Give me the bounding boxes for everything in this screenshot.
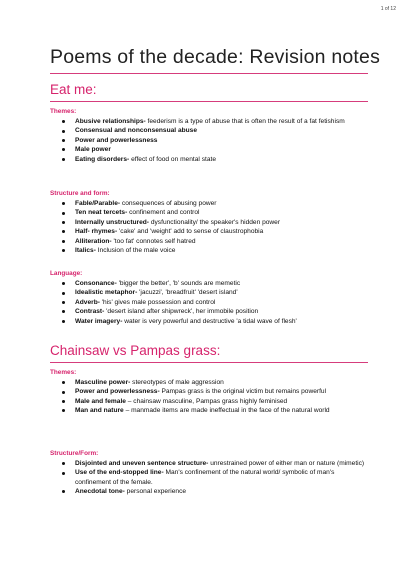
item-term: Abusive relationships- — [75, 118, 146, 125]
item-term: Water imagery- — [75, 317, 123, 325]
item-text: – chainsaw masculine, Pampas grass highly feminised — [125, 397, 288, 405]
list-item — [50, 387, 368, 396]
subheading-themes: Themes: — [50, 108, 77, 115]
list-item — [50, 126, 368, 135]
list-item — [50, 298, 368, 307]
item-text: dysfunctionality/ the speaker's hidden power — [149, 218, 281, 226]
item-text: consequences of abusing power — [120, 200, 217, 207]
eat-me-language-list — [50, 279, 368, 326]
list-item — [50, 459, 368, 468]
item-term: Eating disorders- — [75, 155, 130, 163]
item-text: confinement and control — [127, 209, 200, 217]
subheading-structure-form: Structure and form: — [50, 190, 110, 197]
item-term: Alliteration- — [75, 237, 112, 245]
list-item — [50, 378, 368, 387]
item-term: Internally unstructured- — [75, 218, 150, 226]
item-term: Use of the end-stopped line- — [75, 469, 164, 477]
item-term: Male and female — [75, 397, 126, 405]
list-item — [50, 227, 368, 236]
item-term: Italics- — [75, 247, 96, 255]
item-term: Male power — [75, 146, 111, 154]
item-term: Man and nature — [75, 407, 124, 415]
item-term: Masculine power- — [75, 379, 131, 386]
item-text: feederism is a type of abuse that is often the result of a fat fetishism — [145, 118, 345, 125]
item-text: 'desert island after shipwreck', her immobile position — [104, 308, 259, 316]
item-term: Contrast- — [75, 308, 105, 316]
item-term: Adverb- — [75, 298, 100, 306]
list-item — [50, 237, 368, 246]
list-item — [50, 317, 368, 326]
item-text: Man's confinement of the natural world/ symbolic of man's confinement of the female. — [75, 469, 335, 486]
item-text: water is very powerful and destructive 'a tidal wave of flesh' — [122, 317, 297, 325]
item-term: Disjointed and uneven sentence structure- — [75, 460, 209, 467]
title-underline — [50, 73, 368, 74]
section-underline-eat-me — [50, 101, 368, 102]
list-item — [50, 145, 368, 154]
eat-me-structure-list — [50, 199, 368, 255]
list-item — [50, 246, 368, 255]
eat-me-themes-list — [50, 117, 368, 164]
item-text: Inclusion of the male voice — [95, 247, 176, 255]
item-term: Fable/Parable- — [75, 200, 121, 207]
list-item — [50, 397, 368, 406]
item-text: Pampas grass is the original victim but remains powerful — [159, 388, 327, 396]
list-item — [50, 406, 368, 415]
item-text: 'his' gives male possession and control — [99, 298, 216, 306]
list-item — [50, 279, 368, 288]
item-text: 'jacuzzi', 'breadfruit' 'desert island' — [137, 289, 238, 297]
item-text: 'bigger the better', 'b' sounds are memetic — [116, 280, 241, 287]
item-text: – manmade items are made ineffectual in the face of the natural world — [123, 407, 330, 415]
list-item — [50, 307, 368, 316]
chainsaw-themes-list — [50, 378, 368, 416]
page-number: 1 of 12 — [380, 6, 396, 12]
list-item — [50, 487, 368, 496]
list-item — [50, 218, 368, 227]
item-text: unrestrained power of either man or nature (mimetic) — [208, 460, 365, 467]
item-term: Consensual and nonconsensual abuse — [75, 127, 198, 135]
subheading-themes: Themes: — [50, 369, 77, 376]
item-text: effect of food on mental state — [129, 155, 216, 163]
section-title-chainsaw: Chainsaw vs Pampas grass: — [50, 343, 221, 358]
item-text: personal experience — [124, 488, 187, 496]
list-item — [50, 117, 368, 126]
item-term: Power and powerlessness — [75, 136, 158, 144]
list-item — [50, 208, 368, 217]
document-title: Poems of the decade: Revision notes — [50, 46, 381, 68]
item-term: Power and powerlessness- — [75, 388, 160, 396]
item-text: stereotypes of male aggression — [130, 379, 224, 386]
list-item — [50, 155, 368, 164]
list-item — [50, 199, 368, 208]
section-underline-chainsaw — [50, 362, 368, 363]
section-title-eat-me: Eat me: — [50, 82, 97, 97]
list-item — [50, 136, 368, 145]
list-item — [50, 288, 368, 297]
item-text: 'cake' and 'weight' add to sense of claustrophobia — [117, 228, 264, 236]
list-item — [50, 468, 368, 487]
subheading-structure-form: Structure/Form: — [50, 450, 99, 457]
subheading-language: Language: — [50, 270, 83, 277]
item-term: Anecdotal tone- — [75, 488, 125, 496]
item-term: Ten neat tercets- — [75, 209, 128, 217]
item-term: Idealistic metaphor- — [75, 289, 138, 297]
item-text: 'too fat' connotes self hatred — [111, 237, 196, 245]
item-term: Consonance- — [75, 280, 117, 287]
item-term: Half- rhymes- — [75, 228, 118, 236]
chainsaw-structure-list — [50, 459, 368, 497]
